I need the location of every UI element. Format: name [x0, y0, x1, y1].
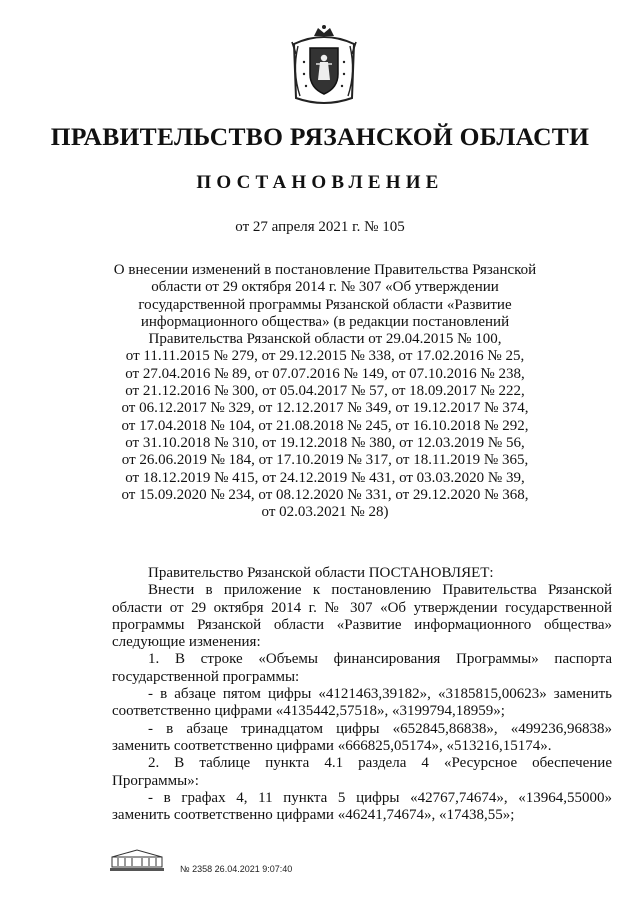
subject-line: от 27.04.2016 № 89, от 07.07.2016 № 149, от 07.10.2016 № 238,	[125, 365, 525, 382]
body-line: соответственно цифрами «4135442,57518», «3199794,18959»;	[112, 703, 505, 720]
body-line: Внести в приложение к постановлению Правительства Рязанской	[148, 582, 612, 599]
body-line: заменить соответственно цифрами «666825,05174», «513216,15174».	[112, 737, 552, 754]
body-line: программы Рязанской области «Развитие информационного общества»	[112, 616, 612, 633]
subject-line: от 11.11.2015 № 279, от 29.12.2015 № 338, от 17.02.2016 № 25,	[125, 348, 525, 365]
registration-stamp: № 2358 26.04.2021 9:07:40	[180, 864, 293, 874]
subject-line: О внесении изменений в постановление Правительства Рязанской	[113, 262, 537, 278]
subject-line: от 17.04.2018 № 104, от 21.08.2018 № 245, от 16.10.2018 № 292,	[121, 417, 529, 434]
body-line: государственной программы:	[112, 668, 300, 685]
body-line: - в абзаце тринадцатом цифры «652845,86838», «499236,96838»	[148, 720, 612, 737]
government-title: ПРАВИТЕЛЬСТВО РЯЗАНСКОЙ ОБЛАСТИ	[50, 122, 590, 151]
document-body	[112, 565, 612, 824]
document-subject	[110, 262, 540, 521]
body-line: следующие изменения:	[112, 634, 261, 651]
subject-line: от 06.12.2017 № 329, от 12.12.2017 № 349, от 19.12.2017 № 374,	[121, 400, 529, 417]
document-date-number: от 27 апреля 2021 г. № 105	[235, 219, 405, 235]
body-line: Программы»:	[112, 772, 199, 789]
government-building-stamp-icon	[108, 847, 166, 873]
subject-line: от 18.12.2019 № 415, от 24.12.2019 № 431, от 03.03.2020 № 39,	[125, 469, 525, 486]
body-line: - в абзаце пятом цифры «4121463,39182», «3185815,00623» заменить	[148, 686, 612, 703]
subject-line: Правительства Рязанской области от 29.04.2015 № 100,	[148, 331, 502, 348]
subject-line: информационного общества» (в редакции постановлений	[140, 313, 510, 330]
subject-line: государственной программы Рязанской области «Развитие	[138, 296, 512, 313]
body-line: - в графах 4, 11 пункта 5 цифры «42767,74674», «13964,55000»	[148, 789, 612, 806]
subject-line: от 21.12.2016 № 300, от 05.04.2017 № 57, от 18.09.2017 № 222,	[125, 383, 525, 400]
subject-line: от 26.06.2019 № 184, от 17.10.2019 № 317, от 18.11.2019 № 365,	[121, 452, 529, 469]
subject-line: от 02.03.2021 № 28)	[261, 504, 389, 521]
body-line: 1. В строке «Объемы финансирования Программы» паспорта	[148, 651, 612, 668]
body-line: заменить соответственно цифрами «46241,74674», «17438,55»;	[112, 807, 515, 824]
subject-line: области от 29 октября 2014 г. № 307 «Об утверждении	[151, 279, 499, 296]
document-type: ПОСТАНОВЛЕНИЕ	[196, 172, 444, 193]
subject-line: от 15.09.2020 № 234, от 08.12.2020 № 331, от 29.12.2020 № 368,	[121, 486, 529, 503]
ryazan-coat-of-arms-icon	[286, 22, 362, 108]
subject-line: от 31.10.2018 № 310, от 19.12.2018 № 380, от 12.03.2019 № 56,	[125, 434, 525, 451]
body-line: области от 29 октября 2014 г. № 307 «Об утверждении государственной	[112, 599, 612, 616]
body-line: 2. В таблице пункта 4.1 раздела 4 «Ресурсное обеспечение	[148, 755, 612, 772]
resolves-line: Правительство Рязанской области ПОСТАНОВЛЯЕТ:	[148, 565, 494, 581]
